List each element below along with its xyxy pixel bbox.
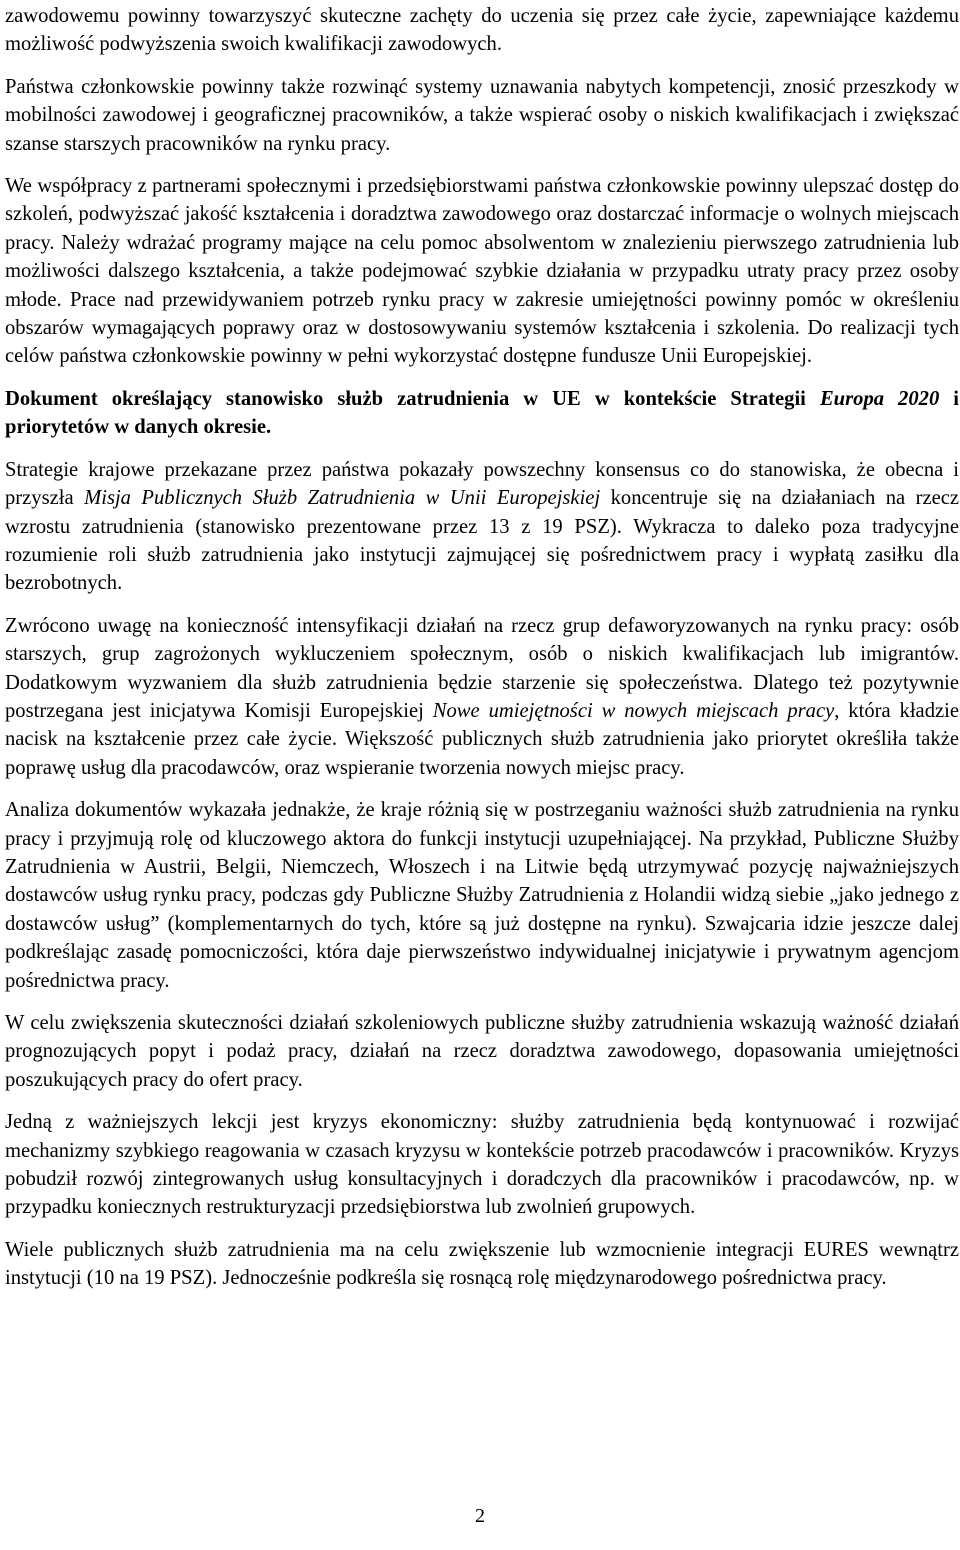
text-run: Analiza dokumentów wykazała jednakże, że kraje różnią się w postrzeganiu ważności służb zatrudnienia na rynku pracy i przyjmują rolę od kluczowego aktora do funkcji instytucji uzupełniającej. Na przykład, Publiczne Służby Zatrudnienia w Austrii, Belgii, Niemczech, Włoszech i na Litwie będą utrzymywać pozycję najważniejszych dostawców usług rynku pracy, podczas gdy Publiczne Służby Zatrudnienia z Holandii widzą siebie „jako jednego z dostawców usług” (komplementarnych do tych, które są już dostępne na rynku). Szwajcaria idzie jeszcze dalej podkreślając zasadę pomocniczości, która daje pierwszeństwo indywidualnej inicjatywie i prywatnym agencjom pośrednictwa pracy. (5, 799, 959, 992)
paragraph (5, 2, 959, 59)
text-run: Zwrócono uwagę na konieczność intensyfikacji działań na rzecz grup defaworyzowanych na rynku pracy: osób starszych, grup zagrożonych wykluczeniem społecznym, osób o niskich kwalifikacjach lub imigrantów. Dodatkowym wyzwaniem dla służb zatrudnienia będzie starzenie się społeczeństwa. Dlatego też pozytywnie postrzegana jest inicjatywa Komisji Europejskiej (5, 614, 959, 722)
italic-text: Europa 2020 (819, 387, 940, 410)
paragraph (5, 73, 959, 158)
text-run: Strategie krajowe przekazane przez państwa pokazały powszechny konsensus co do stanowiska, że obecna i przyszła (5, 458, 959, 510)
text-run: W celu zwiększenia skuteczności działań szkoleniowych publiczne służby zatrudnienia wskazują ważność działań prognozujących popyt i podaż pracy, działań na rzecz doradztwa zawodowego, dopasowania umiejętności poszukujących pracy do ofert pracy. (5, 1012, 959, 1091)
text-run: Wiele publicznych służb zatrudnienia ma na celu zwiększenie lub wzmocnienie integracji EURES wewnątrz instytucji (10 na 19 PSZ). Jednocześnie podkreśla się rosnącą rolę międzynarodowego pośrednictwa pracy. (5, 1238, 959, 1290)
text-run: Państwa członkowskie powinny także rozwinąć systemy uznawania nabytych kompetencji, znosić przeszkody w mobilności zawodowej i geograficznej pracowników, a także wspierać osoby o niskich kwalifikacjach i zwiększać szanse starszych pracowników na rynku pracy. (5, 75, 959, 155)
paragraph (5, 796, 959, 995)
text-run: i priorytetów w danych okresie. (5, 387, 959, 439)
text-run: koncentruje się na działaniach na rzecz wzrostu zatrudnienia (stanowisko prezentowane przez 13 z 19 PSZ). Wykracza to daleko poza tradycyjne rozumienie roli służb zatrudnienia jako instytucji zajmującej się pośrednictwem pracy i wypłatą zasiłku dla bezrobotnych. (5, 487, 960, 595)
paragraph (5, 456, 959, 598)
section-heading (5, 385, 959, 442)
italic-text: Misja Publicznych Służb Zatrudnienia w Unii Europejskiej (84, 487, 601, 510)
italic-text: Nowe umiejętności w nowych miejscach pracy (432, 699, 835, 722)
paragraph (5, 1009, 959, 1094)
text-run: Jedną z ważniejszych lekcji jest kryzys ekonomiczny: służby zatrudnienia będą kontynuować i rozwijać mechanizmy szybkiego reagowania w czasach kryzysu w kontekście potrzeb pracodawców i pracowników. Kryzys pobudził rozwój zintegrowanych usług konsultacyjnych i doradczych dla pracowników i pracodawców, np. w przypadku koniecznych restrukturyzacji przedsiębiorstwa lub zwolnień grupowych. (5, 1111, 959, 1219)
text-run: zawodowemu powinny towarzyszyć skuteczne zachęty do uczenia się przez całe życie, zapewniające każdemu możliwość podwyższenia swoich kwalifikacji zawodowych. (5, 5, 959, 56)
paragraph (5, 1236, 959, 1293)
paragraph (5, 612, 959, 782)
paragraph (5, 172, 959, 371)
document-page (5, 0, 959, 1307)
paragraph (5, 1108, 959, 1222)
page-number: 2 (475, 1505, 485, 1527)
text-run: We współpracy z partnerami społecznymi i przedsiębiorstwami państwa członkowskie powinny ulepszać dostęp do szkoleń, podwyższać jakość kształcenia i doradztwa zawodowego oraz dostarczać informacje o wolnych miejscach pracy. Należy wdrażać programy mające na celu pomoc absolwentom w znalezieniu pierwszego zatrudnienia lub możliwości dalszego kształcenia, a także podejmować szybkie działania w przypadku utraty pracy przez osoby młode. Prace nad przewidywaniem potrzeb rynku pracy w zakresie umiejętności powinny pomóc w określeniu obszarów wymagających poprawy oraz w dostosowywaniu systemów kształcenia i szkolenia. Do realizacji tych celów państwa członkowskie powinny w pełni wykorzystać dostępne fundusze Unii Europejskiej. (5, 175, 959, 368)
text-run: Dokument określający stanowisko służb zatrudnienia w UE w kontekście Strategii (5, 387, 820, 410)
text-run: , która kładzie nacisk na kształcenie przez całe życie. Większość publicznych służb zatrudnienia jako priorytet określiła także poprawę usług dla pracodawców, oraz wspieranie tworzenia nowych miejsc pracy. (5, 699, 959, 779)
